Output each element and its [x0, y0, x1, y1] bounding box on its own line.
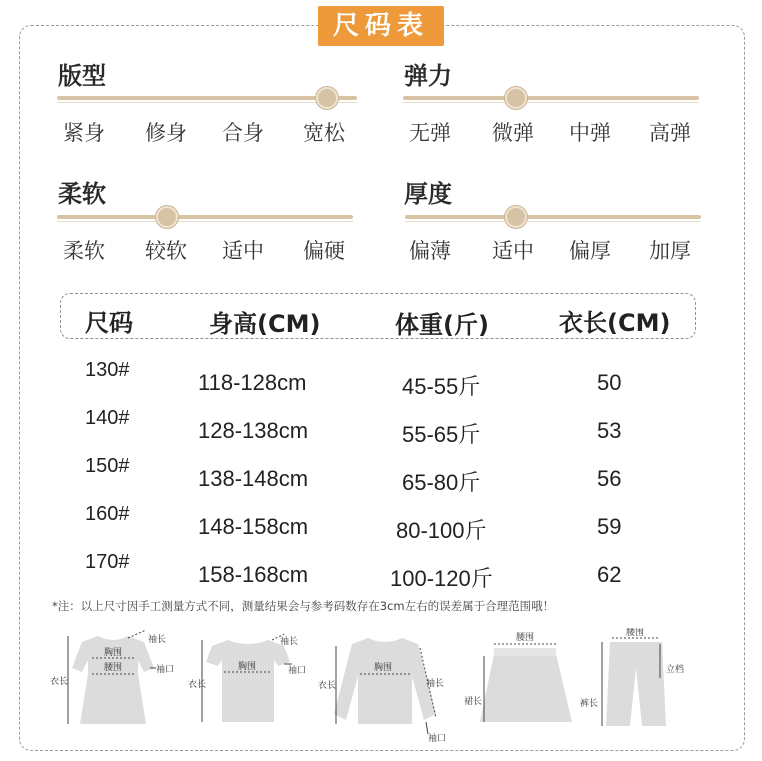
header-size: 尺码	[85, 309, 133, 337]
softness-slider-knob	[156, 206, 178, 228]
thickness-option: 加厚	[649, 239, 691, 263]
pants-diagram	[576, 628, 696, 736]
measurement-note: *注：以上尺寸因手工测量方式不同，测量结果会与参考码数存在3cm左右的误差属于合理范围哦！	[52, 599, 555, 613]
table-cell-size: 140#	[85, 407, 130, 429]
sweater-diagram	[318, 628, 458, 748]
tshirt-cuff-label: 袖口	[288, 666, 307, 676]
sweater-sleeve-length-label: 袖长	[426, 679, 445, 689]
pants-length-label: 裤长	[580, 699, 599, 709]
header-weight: 体重(斤)	[395, 311, 489, 339]
table-cell-height: 118-128cm	[198, 370, 307, 395]
tshirt-length-label: 衣长	[188, 680, 207, 690]
table-cell-size: 160#	[85, 503, 130, 525]
table-cell-length: 50	[597, 370, 622, 395]
dress-chest-label: 胸围	[104, 648, 123, 658]
fit-type-slider-knob	[316, 87, 338, 109]
fit-type-option: 合身	[222, 121, 264, 145]
table-cell-length: 56	[597, 466, 622, 491]
fit-type-option: 修身	[145, 121, 187, 145]
thickness-option: 适中	[492, 239, 534, 263]
softness-title: 柔软	[58, 180, 106, 208]
softness-option: 适中	[222, 239, 264, 263]
softness-slider	[57, 215, 353, 219]
elasticity-title: 弹力	[404, 62, 452, 90]
fit-type-option: 紧身	[63, 121, 105, 145]
pants-waist-label: 腰围	[626, 628, 645, 638]
sweater-cuff-label: 袖口	[428, 734, 447, 744]
table-cell-height: 128-138cm	[198, 418, 309, 443]
thickness-option: 偏厚	[569, 239, 611, 263]
table-cell-length: 59	[597, 514, 622, 539]
table-cell-size: 130#	[85, 359, 130, 381]
tshirt-diagram	[188, 632, 316, 732]
dress-cuff-label: 袖口	[156, 665, 175, 675]
dress-waist-label: 腰围	[104, 663, 123, 673]
dress-length-label: 衣长	[50, 677, 69, 687]
elasticity-option: 微弹	[492, 121, 534, 145]
table-cell-height: 158-168cm	[198, 562, 309, 587]
elasticity-option: 高弹	[649, 121, 691, 145]
softness-option: 较软	[145, 239, 187, 263]
elasticity-option: 无弹	[409, 121, 451, 145]
table-cell-size: 170#	[85, 551, 130, 573]
tshirt-sleeve-length-label: 袖长	[280, 637, 299, 647]
thickness-option: 偏薄	[409, 239, 451, 263]
pants-rise-label: 立档	[666, 665, 685, 675]
dress-sleeve-length-label: 袖长	[148, 635, 167, 645]
elasticity-slider	[403, 96, 699, 100]
table-cell-height: 138-148cm	[198, 466, 309, 491]
table-cell-height: 148-158cm	[198, 514, 309, 539]
table-cell-weight: 65-80斤	[402, 470, 481, 495]
table-cell-weight: 55-65斤	[402, 422, 481, 447]
sweater-length-label: 衣长	[318, 681, 337, 691]
tshirt-chest-label: 胸围	[238, 662, 257, 672]
elasticity-slider-knob	[505, 87, 527, 109]
table-cell-size: 150#	[85, 455, 130, 477]
table-cell-weight: 45-55斤	[402, 374, 481, 399]
table-cell-length: 53	[597, 418, 622, 443]
header-length: 衣长(CM)	[559, 309, 671, 337]
fit-type-title: 版型	[58, 62, 106, 90]
skirt-length-label: 裙长	[464, 697, 483, 707]
thickness-title: 厚度	[404, 180, 452, 208]
table-cell-length: 62	[597, 562, 622, 587]
dress-diagram	[48, 628, 188, 738]
softness-option: 柔软	[63, 239, 105, 263]
softness-option: 偏硬	[303, 239, 345, 263]
header-height: 身高(CM)	[209, 310, 321, 338]
table-cell-weight: 80-100斤	[396, 518, 487, 543]
fit-type-slider	[57, 96, 357, 100]
skirt-waist-label: 腰围	[516, 633, 535, 643]
elasticity-option: 中弹	[569, 121, 611, 145]
skirt-diagram	[460, 626, 580, 730]
sweater-chest-label: 胸围	[374, 663, 393, 673]
size-chart-title: 尺码表	[318, 6, 444, 46]
table-cell-weight: 100-120斤	[390, 566, 493, 591]
thickness-slider-knob	[505, 206, 527, 228]
thickness-slider	[405, 215, 701, 219]
fit-type-option: 宽松	[303, 121, 345, 145]
